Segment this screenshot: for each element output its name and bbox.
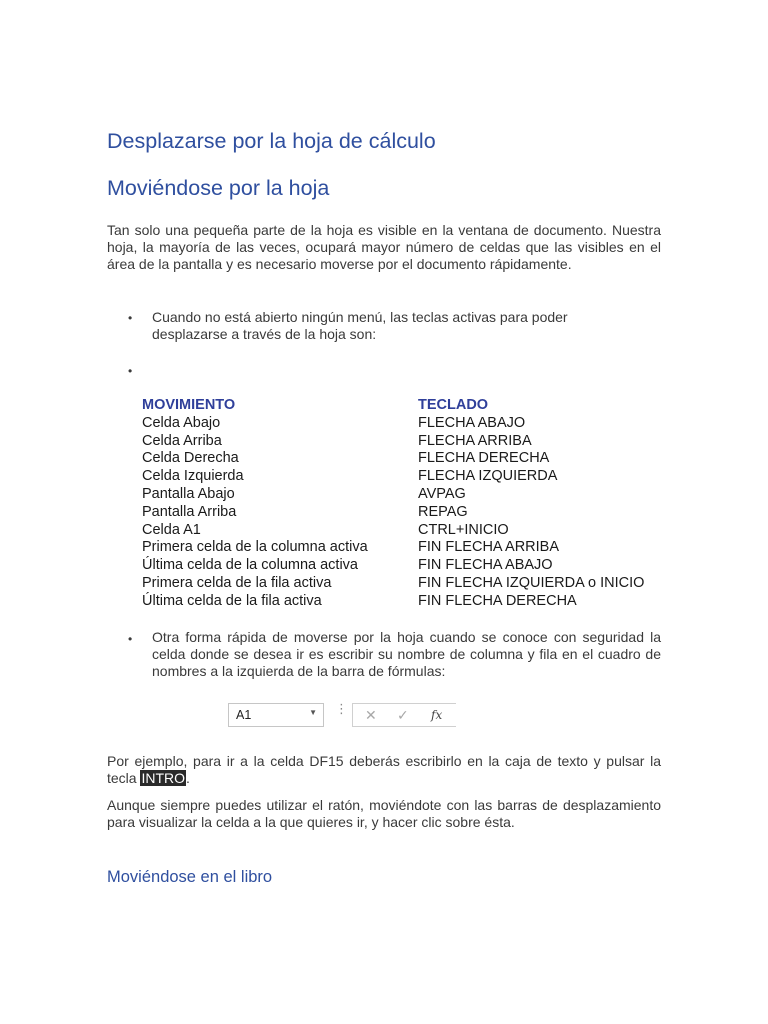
- intro-paragraph: Tan solo una pequeña parte de la hoja es visible en la ventana de documento. Nuestra hoja, la mayoría de las veces, ocupará mayor número de celdas que las visibles en el área de la pantalla y es necesario moverse por el documento rápidamente.: [107, 222, 661, 272]
- table-row: [142, 593, 678, 611]
- separator-dots-icon: ⋮: [335, 701, 348, 716]
- chevron-down-icon[interactable]: ▼: [309, 708, 317, 717]
- table-row: [142, 433, 678, 451]
- key-cell: FIN FLECHA DERECHA: [418, 592, 577, 609]
- key-cell: FLECHA DERECHA: [418, 450, 550, 467]
- bullet-marker: •: [128, 364, 133, 378]
- example-text-end: .: [186, 770, 190, 786]
- movement-cell: Celda A1: [142, 521, 201, 538]
- movement-cell: Última celda de la fila activa: [142, 592, 322, 609]
- table-row: [142, 575, 678, 593]
- movement-cell: Primera celda de la columna activa: [142, 539, 368, 556]
- keyboard-table: [142, 397, 678, 611]
- name-box-value: A1: [236, 708, 252, 722]
- key-cell: FLECHA IZQUIERDA: [418, 468, 558, 485]
- movement-cell: Última celda de la columna activa: [142, 557, 358, 574]
- table-header-keys: TECLADO: [418, 397, 489, 413]
- formula-bar-image: [228, 703, 456, 729]
- intro-key-highlight: INTRO: [141, 770, 186, 786]
- movement-cell: Celda Derecha: [142, 450, 239, 467]
- example-paragraph: [107, 753, 661, 787]
- key-cell: FLECHA ABAJO: [418, 414, 526, 431]
- mouse-paragraph: Aunque siempre puedes utilizar el ratón, moviéndote con las barras de desplazamiento para visualizar la celda a la que quieres ir, y hacer clic sobre ésta.: [107, 797, 661, 830]
- bullet-text-keys: Cuando no está abierto ningún menú, las teclas activas para poder desplazarse a través de la hoja son:: [152, 309, 568, 342]
- name-box[interactable]: [228, 703, 324, 727]
- table-row: [142, 522, 678, 540]
- table-row: [142, 468, 678, 486]
- table-row: [142, 557, 678, 575]
- movement-cell: Celda Izquierda: [142, 468, 244, 485]
- table-row: [142, 415, 678, 433]
- movement-cell: Celda Abajo: [142, 414, 221, 431]
- formula-buttons: [352, 703, 456, 727]
- section-heading: Moviéndose por la hoja: [107, 176, 330, 200]
- enter-check-icon[interactable]: ✓: [397, 707, 409, 723]
- table-header-movement: MOVIMIENTO: [142, 397, 236, 413]
- table-header-row: [142, 397, 678, 415]
- bullet-marker: •: [128, 311, 133, 325]
- table-row: [142, 504, 678, 522]
- table-row: [142, 450, 678, 468]
- example-text: Por ejemplo, para ir a la celda DF15 deberás escribirlo en la caja de texto y pulsar la tecla: [107, 753, 661, 786]
- bullet-text-namebox: Otra forma rápida de moverse por la hoja cuando se conoce con seguridad la celda donde se desea ir es escribir su nombre de columna y fila en el cuadro de nombres a la izquierda de la barra de fórmulas:: [152, 629, 661, 679]
- movement-cell: Celda Arriba: [142, 432, 222, 449]
- insert-function-icon[interactable]: fx: [431, 708, 443, 722]
- subsection-heading: Moviéndose en el libro: [107, 868, 273, 886]
- page-title: Desplazarse por la hoja de cálculo: [107, 129, 436, 153]
- movement-cell: Pantalla Abajo: [142, 485, 235, 502]
- bullet-marker: •: [128, 632, 133, 646]
- key-cell: CTRL+INICIO: [418, 521, 509, 538]
- key-cell: REPAG: [418, 503, 468, 520]
- movement-cell: Primera celda de la fila activa: [142, 574, 332, 591]
- key-cell: FIN FLECHA ARRIBA: [418, 539, 560, 556]
- cancel-icon[interactable]: ✕: [365, 707, 377, 723]
- table-row: [142, 486, 678, 504]
- table-row: [142, 539, 678, 557]
- movement-cell: Pantalla Arriba: [142, 503, 237, 520]
- key-cell: AVPAG: [418, 485, 466, 502]
- key-cell: FIN FLECHA ABAJO: [418, 557, 553, 574]
- key-cell: FLECHA ARRIBA: [418, 432, 532, 449]
- key-cell: FIN FLECHA IZQUIERDA o INICIO: [418, 574, 645, 591]
